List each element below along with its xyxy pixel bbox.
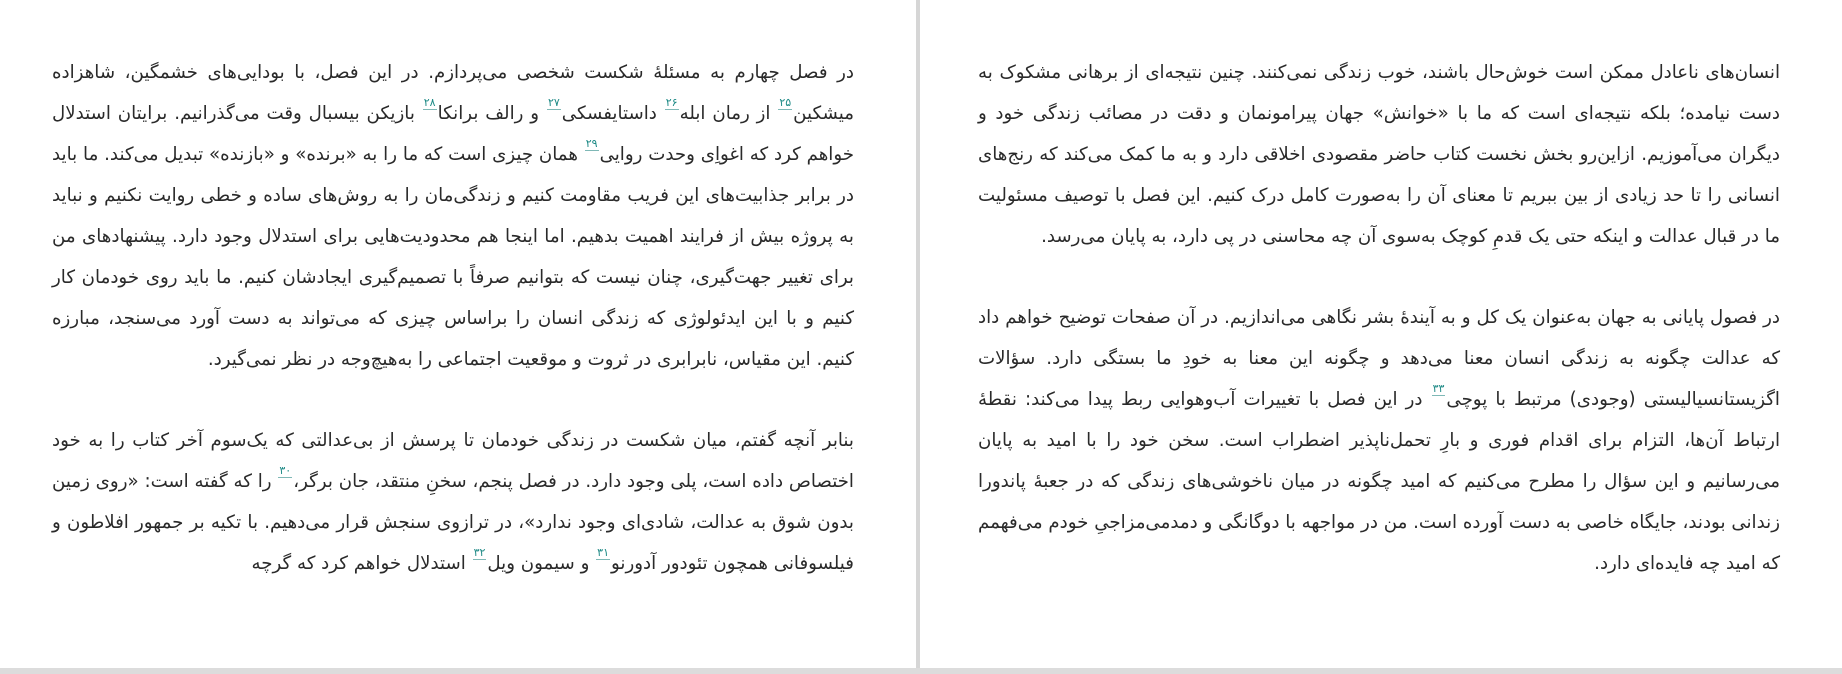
text-run: استدلال خواهم کرد که گرچه	[251, 553, 472, 574]
text-run: انسان‌های ناعادل ممکن است خوش‌حال باشند، خوب زندگی نمی‌کنند. چنین نتیجه‌ای از برهانی مشکوک به دست نیامده؛ بلکه نتیجه‌ای است که ما با «خوانش» جهان پیرامونمان و دقت در مصائب زندگی خود و دیگران می‌آموزیم. ازاین‌رو بخش نخست کتاب حاضر مقصودی اخلاقی دارد و به ما کمک می‌کند که رنج‌های انسانی را تا حد زیادی از بین ببریم تا معنای آن را به‌صورت کامل درک کنیم. این فصل با توصیف مسئولیت ما در قبال عدالت و اینکه حتی یک قدمِ کوچک به‌سوی آن چه محاسنی در پی دارد، به پایان می‌رسد.	[978, 62, 1780, 247]
footnote-marker[interactable]: ۲۶	[665, 96, 678, 109]
text-run: را که گفته است: «روی زمین بدون شوق به عدالت، شادی‌ای وجود ندارد»، در ترازوی سنجش قرار می‌دهیم. با تکیه بر جمهور افلاطون و فیلسوفانی همچون تئودور آدورنو	[52, 471, 854, 574]
paragraph	[978, 297, 1780, 584]
text-run: بنابر آنچه گفتم، میان شکست در زندگی خودمان تا پرسش از بی‌عدالتی که یک‌سوم آخر کتاب را به خود اختصاص داده است، پلی وجود دارد. در فصل پنجم، سخنِ منتقد، جان برگر،	[52, 430, 854, 492]
left-page	[0, 0, 916, 668]
footnote-marker[interactable]: ۳۰	[279, 464, 292, 477]
page-bottom-edge	[0, 668, 1842, 674]
text-run: در فصل چهارم به مسئلهٔ شکست شخصی می‌پردازم. در این فصل، با بودایی‌های خشمگین، شاهزاده میشکین	[52, 62, 854, 124]
right-page	[920, 0, 1842, 668]
text-run: در این فصل با تغییرات آب‌وهوایی ربط پیدا می‌کند: نقطهٔ ارتباط آن‌ها، التزام برای اقدام فوری و بارِ تحمل‌ناپذیر اضطراب است. سخن خود را با امید به پایان می‌رسانیم و این سؤال را مطرح می‌کنیم که امید چگونه در میان ناخوشی‌های زندگی که در جعبهٔ پاندورا زندانی بودند، جایگاه خاصی به دست آورده است. من در مواجهه با دوگانگی و دمدمی‌مزاجیِ خودم می‌فهمم که امید چه فایده‌ای دارد.	[978, 389, 1780, 574]
footnote-marker[interactable]: ۳۳	[1432, 382, 1445, 395]
paragraph	[52, 52, 854, 380]
text-run: و سیمون ویل	[487, 553, 596, 574]
paragraph	[978, 52, 1780, 257]
footnote-marker[interactable]: ۲۷	[547, 96, 560, 109]
footnote-marker[interactable]: ۲۵	[779, 96, 792, 109]
footnote-marker[interactable]: ۳۱	[597, 546, 609, 559]
footnote-marker[interactable]: ۳۲	[473, 546, 486, 559]
text-run: داستایفسکی	[561, 103, 664, 124]
text-run: بازیکن بیسبال وقت می‌گذرانیم. برایتان استدلال خواهم کرد که اغواِی وحدت روایی	[52, 103, 854, 165]
text-run: در فصول پایانی به جهان به‌عنوان یک کل و به آیندهٔ بشر نگاهی می‌اندازیم. در آن صفحات توضیح خواهم داد که عدالت چگونه به زندگی انسان معنا می‌دهد و چگونه این معنا به خودِ ما بستگی دارد. سؤالات اگزیستانسیالیستی (وجودی) مرتبط با پوچی	[978, 307, 1780, 410]
text-run: همان چیزی است که ما را به «برنده» و «بازنده» تبدیل می‌کند. ما باید در برابر جذابیت‌های این فریب مقاومت کنیم و زندگی‌مان را به روش‌های ساده و خطی روایت نکنیم و نباید به پروژه بیش از فرایند اهمیت بدهیم. اما اینجا هم محدودیت‌هایی برای استدلال وجود دارد. پیشنهادهای من برای تغییر جهت‌گیری، چنان نیست که بتوانیم صرفاً با تصمیم‌گیری ایجادشان کنیم. ما باید روی خودمان کار کنیم و با این ایدئولوژی که زندگی انسان را براساس چیزی که می‌تواند به دست آورد می‌سنجد، مبارزه کنیم. این مقیاس، نابرابری در ثروت و موقعیت اجتماعی را به‌هیچ‌وجه در نظر نمی‌گیرد.	[52, 144, 854, 370]
footnote-marker[interactable]: ۲۸	[423, 96, 436, 109]
paragraph	[52, 420, 854, 584]
text-run: و رالف برانکا	[437, 103, 546, 124]
text-run: از رمان ابله	[679, 103, 778, 124]
footnote-marker[interactable]: ۲۹	[585, 137, 598, 150]
